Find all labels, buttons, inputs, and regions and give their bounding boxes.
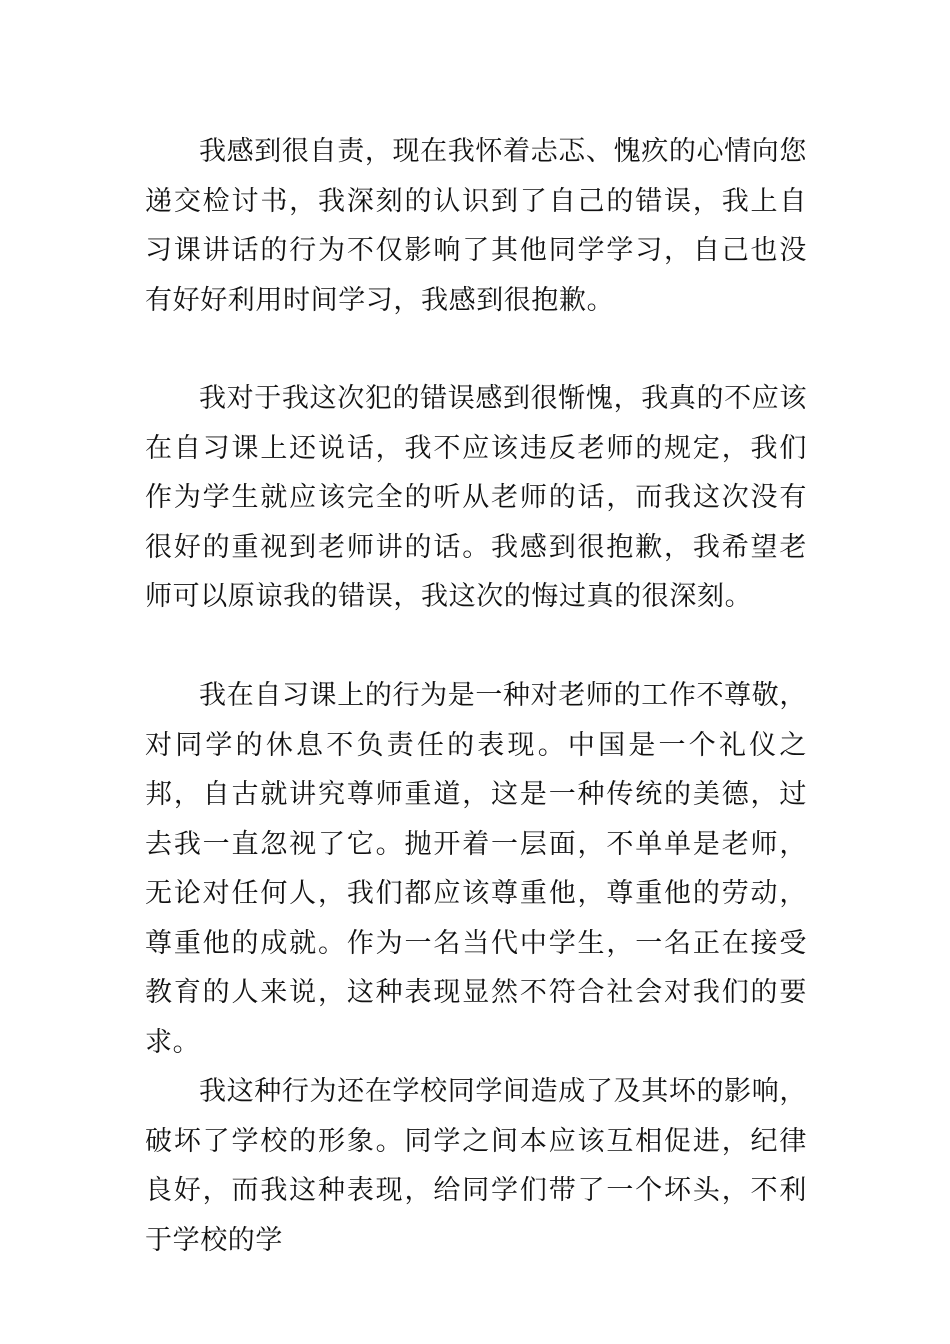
paragraph-1: 我感到很自责，现在我怀着忐忑、愧疚的心情向您递交检讨书，我深刻的认识到了自己的错误，我上自习课讲话的行为不仅影响了其他同学学习，自己也没有好好利用时间学习，我感到很抱歉。 bbox=[145, 136, 807, 316]
paragraph-2: 我对于我这次犯的错误感到很惭愧，我真的不应该在自习课上还说话，我不应该违反老师的规定，我们作为学生就应该完全的听从老师的话，而我这次没有很好的重视到老师讲的话。我感到很抱歉，我希望老师可以原谅我的错误，我这次的悔过真的很深刻。 bbox=[145, 383, 807, 612]
paragraph-3: 我在自习课上的行为是一种对老师的工作不尊敬，对同学的休息不负责任的表现。中国是一个礼仪之邦，自古就讲究尊师重道，这是一种传统的美德，过去我一直忽视了它。抛开着一层面，不单单是老师，无论对任何人，我们都应该尊重他，尊重他的劳动，尊重他的成就。作为一名当代中学生，一名正在接受教育的人来说，这种表现显然不符合社会对我们的要求。 bbox=[145, 680, 807, 1058]
paragraph-4: 我这种行为还在学校同学间造成了及其坏的影响，破坏了学校的形象。同学之间本应该互相促进，纪律良好，而我这种表现，给同学们带了一个坏头，不利于学校的学 bbox=[145, 1076, 807, 1256]
